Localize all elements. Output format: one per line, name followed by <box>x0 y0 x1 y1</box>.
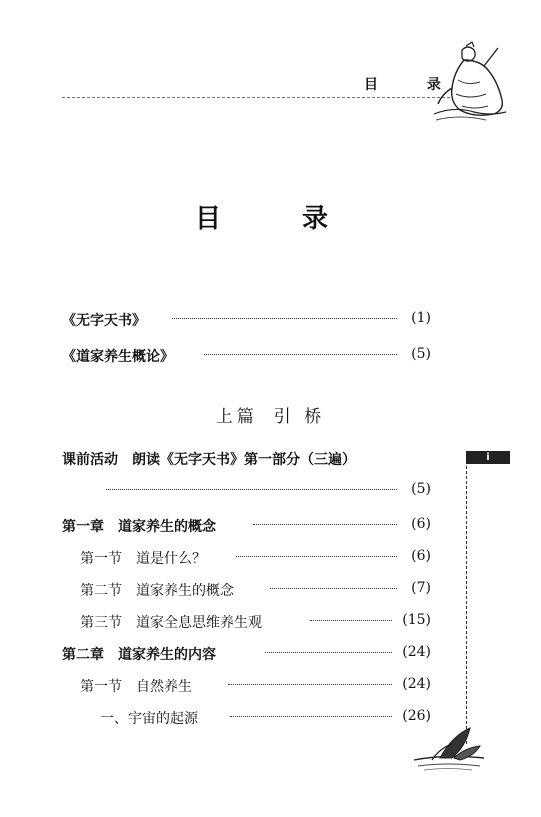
leaf-ornament <box>410 724 490 772</box>
running-header-title: 目 录 <box>364 77 463 93</box>
dot-leader <box>265 652 392 653</box>
dot-leader <box>310 620 392 621</box>
dot-leader <box>106 489 397 490</box>
toc-entry-chapter-2[interactable] <box>0 644 541 668</box>
side-dashed-rule <box>466 466 467 744</box>
part-title: 引 桥 <box>273 407 326 427</box>
toc-entry-section-1-2[interactable] <box>0 580 541 604</box>
toc-entry-title: 第三节 道家全息思维养生观 <box>80 615 262 631</box>
page-number-tab: i <box>466 451 510 464</box>
dot-leader <box>228 684 392 685</box>
toc-entry-pre-class[interactable] <box>0 449 541 473</box>
page-title: 目 录 <box>194 204 365 234</box>
toc-entry-page: (24) <box>402 676 431 692</box>
toc-entry-title: 一、宇宙的起源 <box>100 711 198 727</box>
dot-leader <box>270 588 397 589</box>
toc-entry-wuzi-tianshu[interactable] <box>0 310 541 334</box>
toc-entry-section-1-1[interactable] <box>0 548 541 572</box>
toc-entry-title: 第二节 道家养生的概念 <box>80 583 234 599</box>
toc-entry-page: (24) <box>402 644 431 660</box>
toc-entry-page: (7) <box>411 580 431 596</box>
toc-entry-title: 第一章 道家养生的概念 <box>62 519 216 535</box>
toc-entry-title: 第一节 自然养生 <box>80 679 192 695</box>
dot-leader <box>204 354 397 355</box>
toc-entry-page: (6) <box>411 516 431 532</box>
toc-entry-page: (5) <box>411 346 431 362</box>
toc-entry-section-2-1[interactable] <box>0 676 541 700</box>
toc-entry-page: (5) <box>411 481 431 497</box>
sage-illustration <box>432 40 508 122</box>
dot-leader <box>230 716 392 717</box>
header-divider <box>62 97 450 98</box>
toc-entry-title: 第一节 道是什么？ <box>80 551 206 567</box>
toc-entry-title: 《无字天书》 <box>62 313 146 329</box>
toc-entry-page: (1) <box>411 310 431 326</box>
toc-entry-pre-class-page[interactable] <box>0 481 541 505</box>
toc-entry-chapter-1[interactable] <box>0 516 541 540</box>
toc-entry-title: 《道家养生概论》 <box>62 349 174 365</box>
toc-entry-daojia-gailun[interactable] <box>0 346 541 370</box>
dot-leader <box>236 556 397 557</box>
toc-entry-section-1-3[interactable] <box>0 612 541 636</box>
dot-leader <box>172 318 397 319</box>
toc-entry-page: (15) <box>402 612 431 628</box>
toc-entry-page: (6) <box>411 548 431 564</box>
toc-entry-title: 第二章 道家养生的内容 <box>62 647 216 663</box>
toc-entry-title: 课前活动 朗读《无字天书》第一部分（三遍） <box>62 452 356 468</box>
toc-entry-page: (26) <box>402 708 431 724</box>
dot-leader <box>253 524 397 525</box>
part-label: 上篇 <box>215 407 258 427</box>
part-heading <box>0 402 541 427</box>
